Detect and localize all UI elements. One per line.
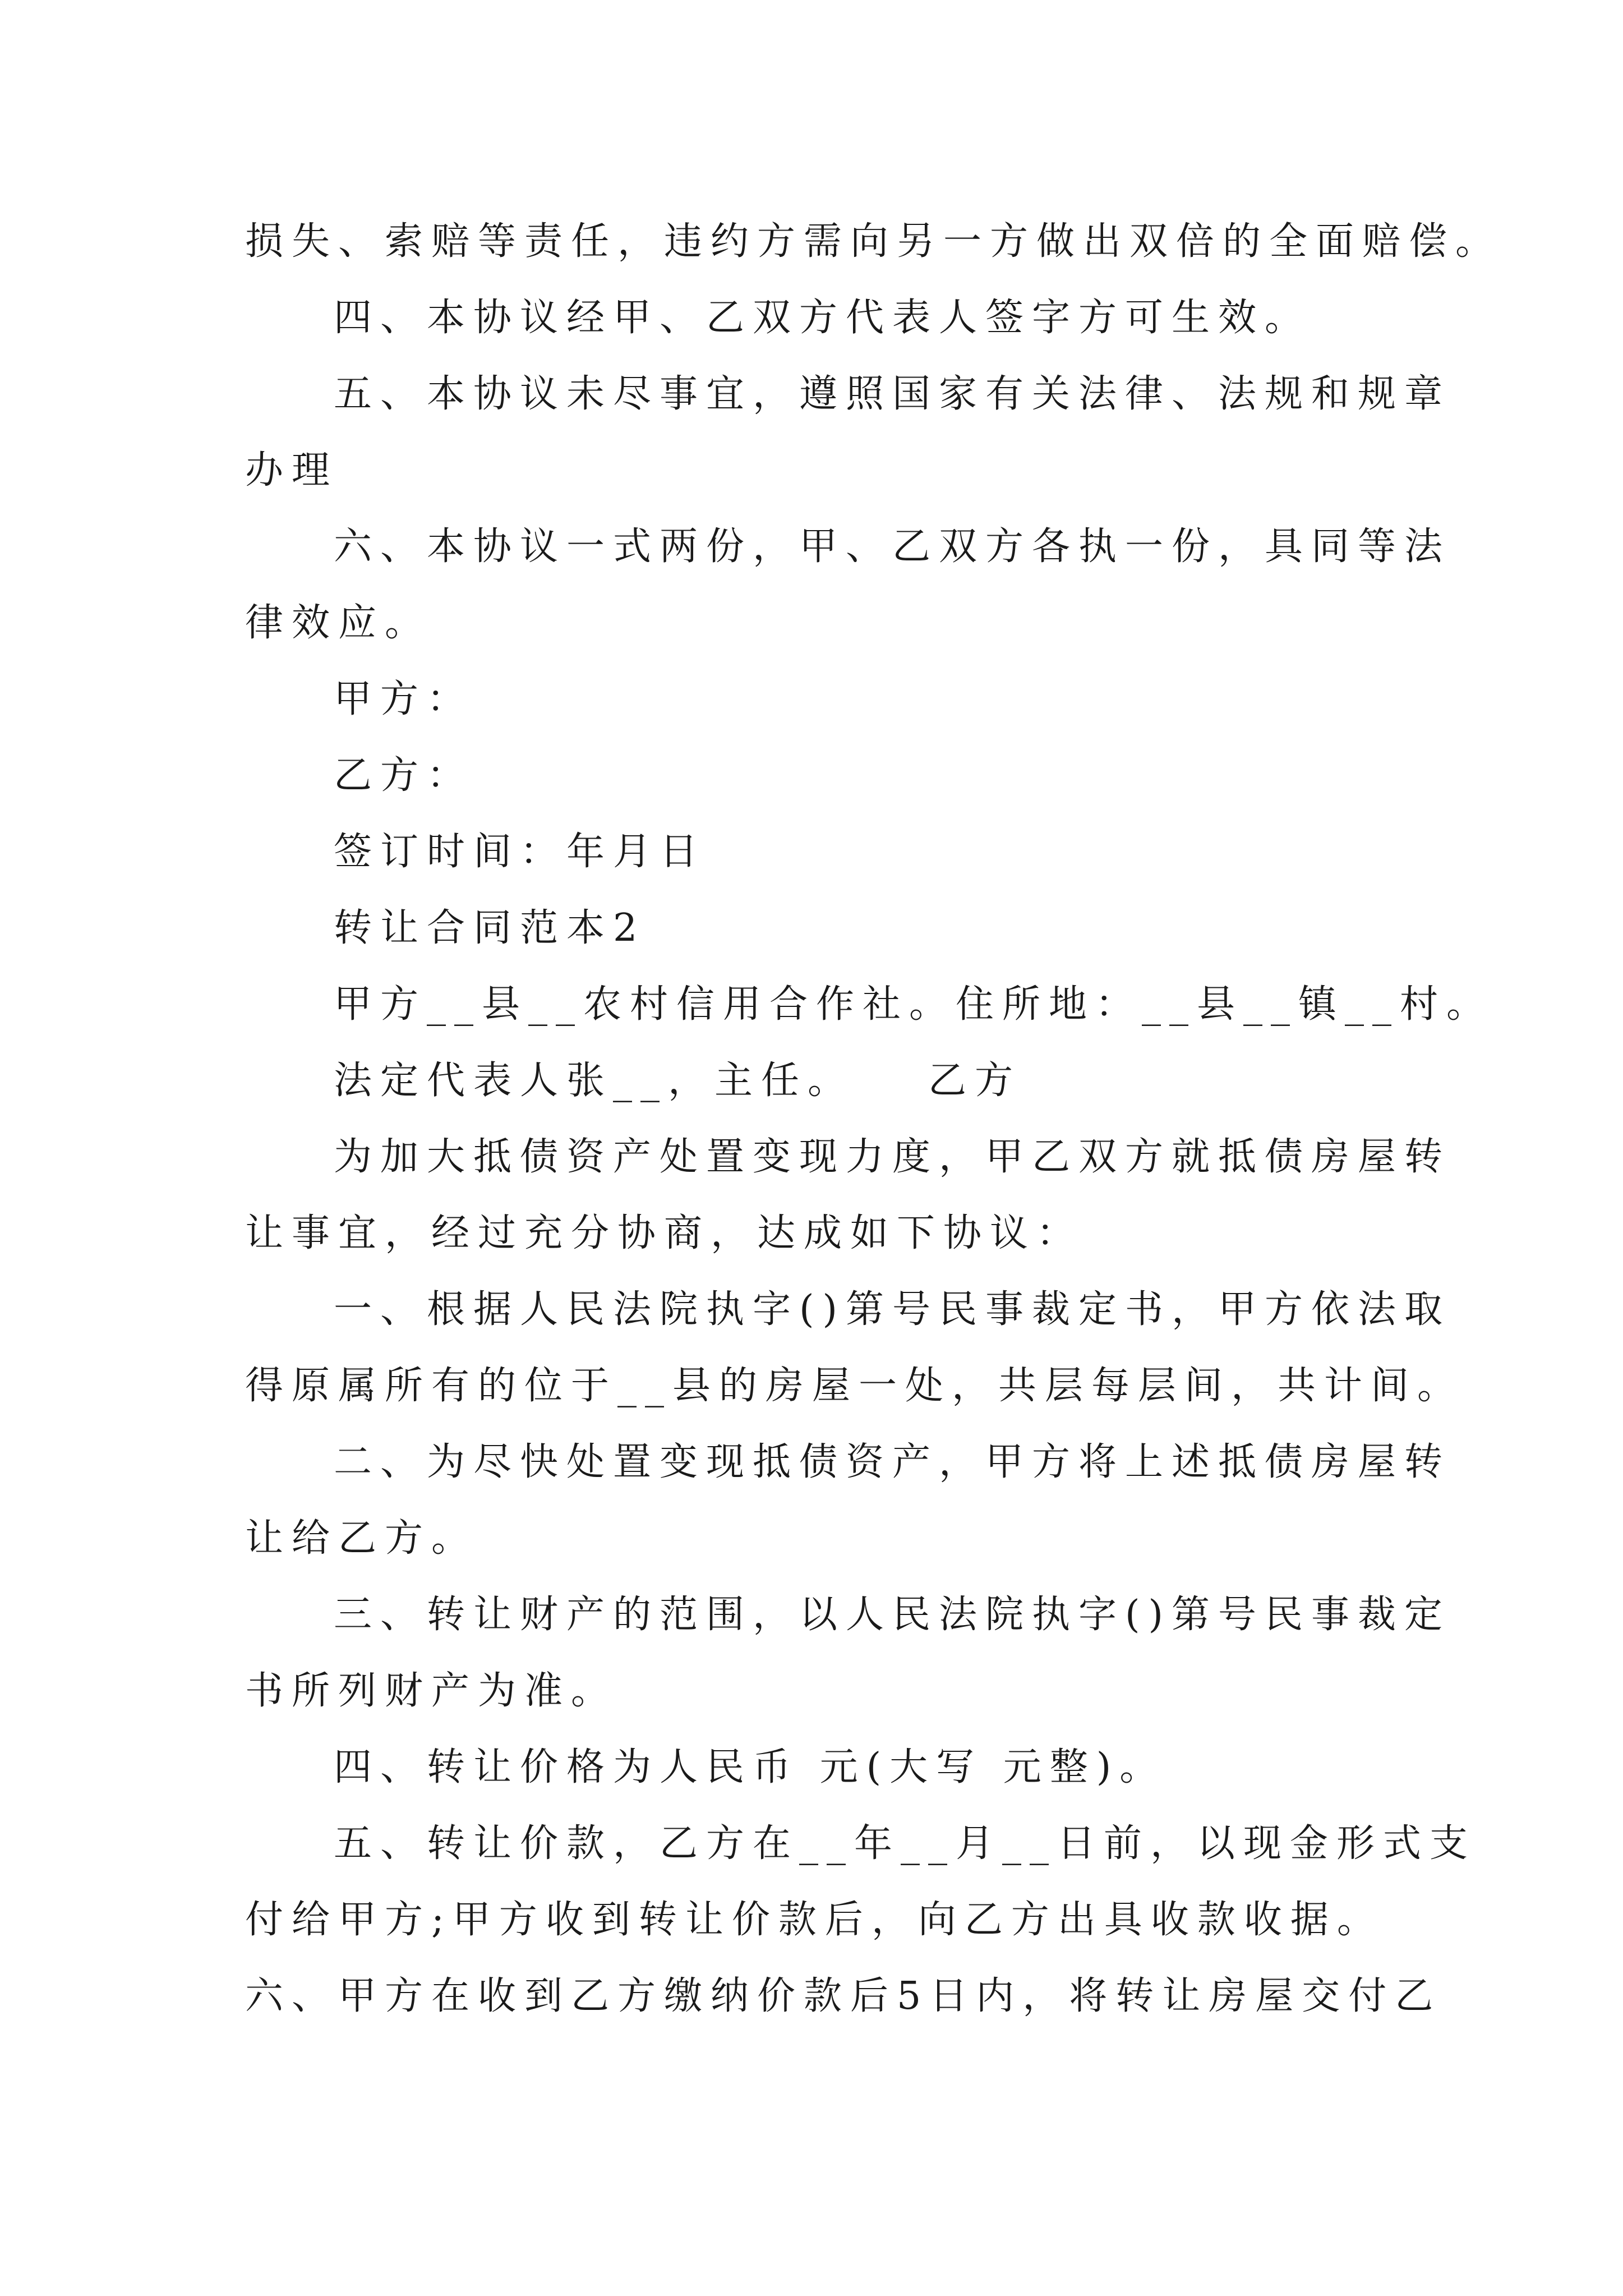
text-line: 得原属所有的位于__县的房屋一处，共层每层间，共计间。 <box>245 1364 1464 1408</box>
text-line: 让事宜，经过充分协商，达成如下协议： <box>245 1211 1083 1255</box>
text-line: 四、转让价格为人民币 元(大写 元整)。 <box>334 1745 1166 1789</box>
text-line: 四、本协议经甲、乙双方代表人签字方可生效。 <box>334 296 1312 340</box>
text-line: 六、本协议一式两份，甲、乙双方各执一份，具同等法 <box>334 524 1451 569</box>
party-a-signature-label: 甲方： <box>334 677 474 721</box>
party-b-signature-label: 乙方： <box>334 753 474 798</box>
text-line: 五、本协议未尽事宜，遵照国家有关法律、法规和规章 <box>334 372 1451 416</box>
text-line: 三、转让财产的范围，以人民法院执字()第号民事裁定 <box>334 1593 1451 1637</box>
text-line: 损失、索赔等责任，违约方需向另一方做出双倍的全面赔偿。 <box>245 219 1502 264</box>
text-line: 书所列财产为准。 <box>245 1669 618 1713</box>
text-line: 办理 <box>245 448 339 493</box>
text-line: 法定代表人张__，主任。 乙方 <box>334 1059 1022 1103</box>
text-line: 五、转让价款，乙方在__年__月__日前，以现金形式支 <box>334 1821 1477 1866</box>
text-line: 一、根据人民法院执字()第号民事裁定书，甲方依法取 <box>334 1287 1451 1332</box>
text-line: 为加大抵债资产处置变现力度，甲乙双方就抵债房屋转 <box>334 1135 1451 1179</box>
text-line: 六、甲方在收到乙方缴纳价款后5日内，将转让房屋交付乙 <box>245 1974 1442 2018</box>
text-line: 二、为尽快处置变现抵债资产，甲方将上述抵债房屋转 <box>334 1440 1451 1484</box>
text-line: 甲方__县__农村信用合作社。住所地：__县__镇__村。 <box>334 982 1493 1027</box>
signing-date-label: 签订时间：年月日 <box>334 830 707 874</box>
section-heading: 转让合同范本2 <box>334 906 646 950</box>
text-line: 付给甲方;甲方收到转让价款后，向乙方出具收款收据。 <box>245 1898 1384 1942</box>
text-line: 律效应。 <box>245 601 432 645</box>
text-line: 让给乙方。 <box>245 1516 478 1561</box>
